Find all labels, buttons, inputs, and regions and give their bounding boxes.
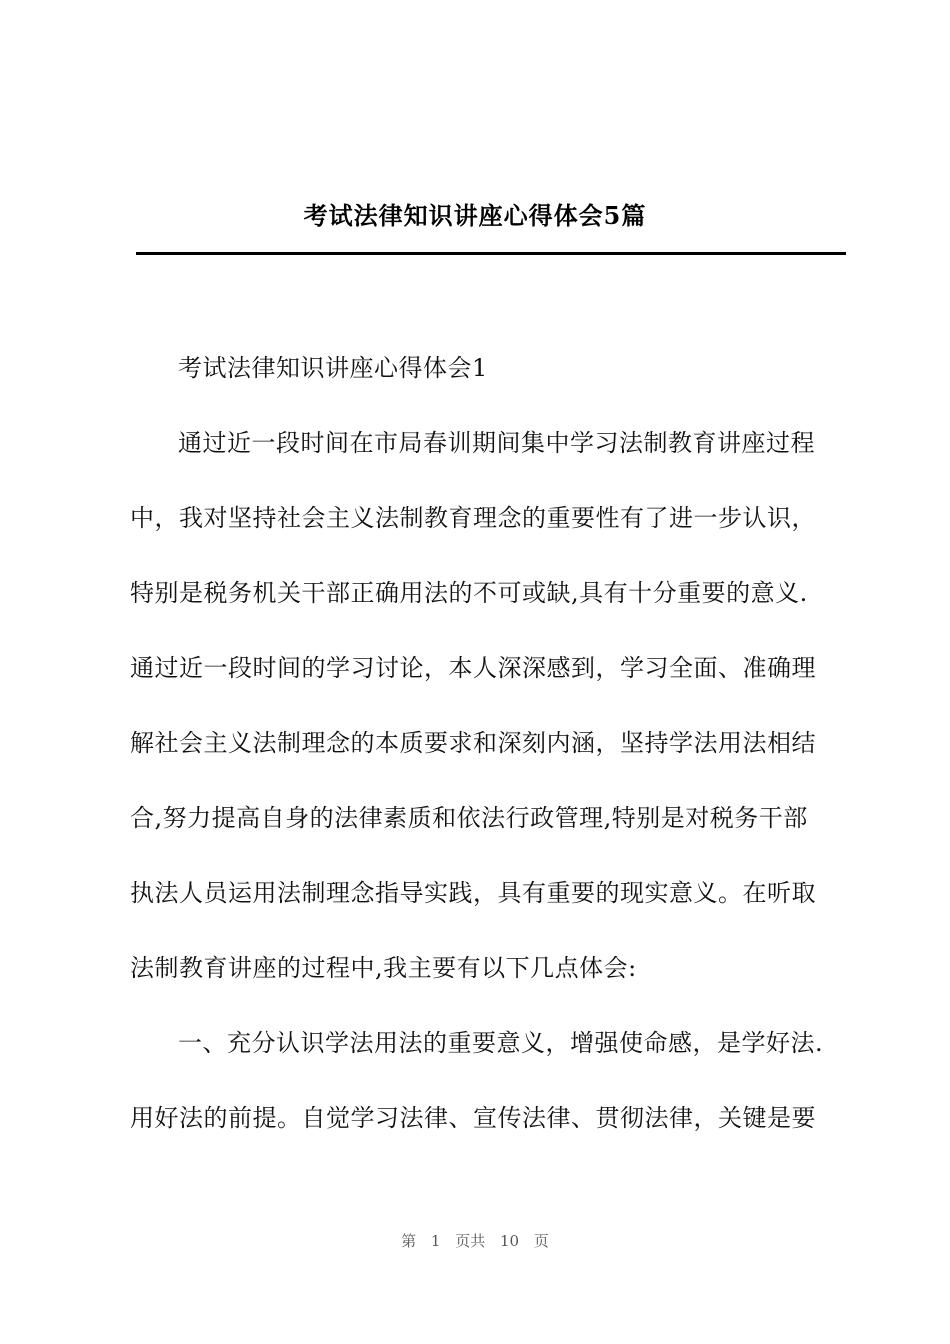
paragraph-line: 法制教育讲座的过程中,我主要有以下几点体会: [130, 954, 637, 982]
paragraph-line: 通过近一段时间的学习讨论，本人深深感到，学习全面、准确理 [130, 654, 816, 682]
paragraph-line: 通过近一段时间在市局春训期间集中学习法制教育讲座过程 [178, 429, 815, 457]
paragraph-line: 一、充分认识学法用法的重要意义，增强使命感，是学好法. [178, 1029, 824, 1057]
paragraph-line: 执法人员运用法制理念指导实践，具有重要的现实意义。在听取 [130, 879, 816, 907]
title-divider [136, 252, 846, 255]
page-number-footer: 第 1 页共 10 页 [401, 1232, 549, 1250]
paragraph-line: 中，我对坚持社会主义法制教育理念的重要性有了进一步认识， [130, 504, 816, 532]
paragraph-line: 解社会主义法制理念的本质要求和深刻内涵，坚持学法用法相结 [130, 729, 816, 757]
paragraph-line: 用好法的前提。自觉学习法律、宣传法律、贯彻法律，关键是要 [130, 1104, 816, 1132]
paragraph-line: 特别是税务机关干部正确用法的不可或缺,具有十分重要的意义. [130, 579, 808, 607]
document-title: 考试法律知识讲座心得体会5篇 [303, 201, 647, 230]
section-heading: 考试法律知识讲座心得体会1 [178, 354, 488, 382]
paragraph-line: 合,努力提高自身的法律素质和依法行政管理,特别是对税务干部 [130, 804, 808, 832]
